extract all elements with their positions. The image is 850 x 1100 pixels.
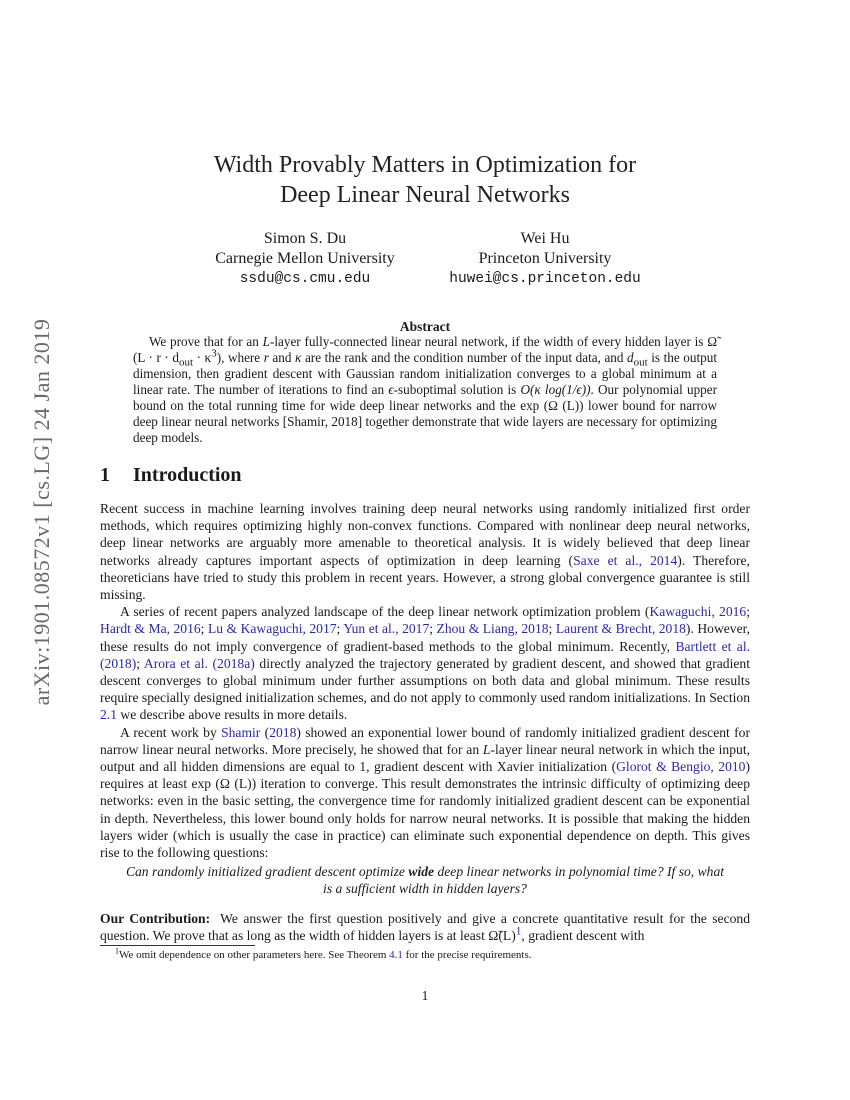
- research-question: Can randomly initialized gradient descent optimize wide deep linear networks in polynomial time? If so, what is a sufficient width in hidden layers?: [125, 864, 725, 897]
- intro-paragraph-3: A recent work by Shamir (2018) showed an exponential lower bound of randomly initialized gradient descent for narrow linear neural networks. More precisely, he showed that for an L-layer linear neural network in which the input, output and all hidden dimensions are equal to 1, gradient descent with Xavier initialization (Glorot & Bengio, 2010) requires at least exp (Ω (L)) iteration to converge. This result demonstrates the intrinsic difficulty of optimizing deep networks: even in the basic setting, the convergence time for randomly initialized gradient descent can be exponential in depth. Nevertheless, this lower bound only holds for narrow neural networks. It is possible that making the hidden layers wider (which is usually the case in practice) can eliminate such exponential dependence on depth. This gives rise to the following questions:: [100, 724, 750, 861]
- section-heading: [100, 464, 242, 487]
- contribution-paragraph: Our Contribution: We answer the first question positively and give a concrete quantitative result for the second question. We prove that as long as the width of hidden layers is at least $\Omegã(L)^1$, gradient descent with: [100, 910, 751, 943]
- section-title-text: Introduction: [133, 464, 242, 486]
- lower-bound-math: exp (Ω (L)): [191, 776, 257, 792]
- footnote-marker-link[interactable]: 1: [515, 925, 522, 938]
- paper-title: [100, 150, 750, 210]
- width-bound-math: Ω̃(L): [488, 927, 516, 943]
- footnote-divider: [100, 945, 255, 946]
- author-block-2: [440, 229, 650, 289]
- author-affiliation: Carnegie Mellon University: [215, 250, 395, 267]
- theorem-reference-link[interactable]: 4.1: [389, 949, 403, 961]
- page-number: 1: [421, 988, 429, 1003]
- title-line-2: Deep Linear Neural Networks: [280, 182, 570, 208]
- contribution-label: Our Contribution:: [100, 910, 211, 926]
- abstract-heading: Abstract: [399, 319, 451, 334]
- author-name: Wei Hu: [520, 230, 570, 247]
- citation-link[interactable]: Shamir: [221, 724, 261, 740]
- author-email[interactable]: ssdu@cs.cmu.edu: [239, 271, 371, 287]
- citation-link[interactable]: 2018: [269, 724, 297, 740]
- author-block-1: [195, 229, 415, 289]
- author-affiliation: Princeton University: [478, 250, 612, 267]
- citation-link[interactable]: Glorot & Bengio, 2010: [616, 759, 746, 775]
- intro-paragraph-1: Recent success in machine learning involves training deep neural networks using randomly initialized first order methods, which requires optimizing highly non-convex functions. Compared with nonlinear deep neural networks, deep linear networks are arguably more amenable to theoretical analysis. It is widely believed that deep linear networks already captures important aspects of optimization in deep learning (Saxe et al., 2014). Therefore, theoreticians have tried to study this problem in recent years. However, a strong global convergence guarantee is still missing.: [100, 501, 750, 603]
- footnote-mark: 1: [115, 946, 119, 956]
- citation-link[interactable]: Arora et al. (2018a): [143, 655, 255, 671]
- iteration-bound-math: O(κ log(1/ϵ)): [520, 382, 591, 397]
- citation-link[interactable]: Laurent & Brecht, 2018: [555, 621, 686, 637]
- abstract-body: [133, 334, 717, 446]
- citation-link[interactable]: Kawaguchi, 2016: [649, 604, 747, 620]
- author-name: Simon S. Du: [263, 230, 347, 247]
- section-reference-link[interactable]: 2.1: [100, 707, 117, 723]
- citation-link[interactable]: Yun et al., 2017: [343, 621, 430, 637]
- citation-link[interactable]: Saxe et al., 2014: [573, 552, 678, 568]
- citation-link[interactable]: Hardt & Ma, 2016: [100, 621, 201, 637]
- abstract-paragraph: We prove that for an L-layer fully-connected linear neural network, if the width of every hidden layer is Ω̃ $(L \cdot r \cdot d_{out} \cdot \kappa^3)$, where r and κ are the rank and the condition number of the input data, and $d_{out}$ is the output dimension, then gradient descent with Gaussian random initialization converges to a global minimum at a linear rate. The number of iterations to find an ϵ-suboptimal solution is O(κ log(1/ϵ)). Our polynomial upper bound on the total running time for wide deep linear networks and the exp (Ω (L)) lower bound for narrow deep linear neural networks [Shamir, 2018] together demonstrate that wide layers are necessary for optimizing deep models.: [133, 334, 717, 445]
- intro-paragraph-2: A series of recent papers analyzed landscape of the deep linear network optimization problem (Kawaguchi, 2016; Hardt & Ma, 2016; Lu & Kawaguchi, 2017; Yun et al., 2017; Zhou & Liang, 2018; Laurent & Brecht, 2018). However, these results do not imply convergence of gradient-based methods to the global minimum. Recently, Bartlett et al. (2018); Arora et al. (2018a) directly analyzed the trajectory generated by gradient descent, and showed that gradient descent converges to global minimum under further assumptions on both data and global minimum. These results require specially designed initialization schemes, and do not apply to commonly used random initializations. In Section 2.1 we describe above results in more details.: [100, 604, 751, 723]
- title-line-1: Width Provably Matters in Optimization for: [213, 152, 637, 178]
- width-bound-math: Ω̃ $(L \cdot r \cdot d_{out} \cdot \kappa^3)$: [133, 334, 717, 369]
- arxiv-stamp: [22, 272, 62, 752]
- citation-link[interactable]: Lu & Kawaguchi, 2017: [207, 621, 337, 637]
- lower-bound-math: exp (Ω (L)): [520, 398, 584, 413]
- arxiv-identifier[interactable]: arXiv:1901.08572v1 [cs.LG] 24 Jan 2019: [29, 318, 54, 706]
- citation-link[interactable]: Zhou & Liang, 2018: [436, 621, 549, 637]
- introduction-body: [100, 500, 750, 944]
- author-email[interactable]: huwei@cs.princeton.edu: [449, 271, 641, 287]
- footnote: $^1$We omit dependence on other parameters here. See Theorem 4.1 for the precise requirements.: [115, 946, 532, 961]
- citation-link[interactable]: Bartlett et al. (2018): [100, 638, 750, 671]
- section-number: 1: [100, 464, 110, 486]
